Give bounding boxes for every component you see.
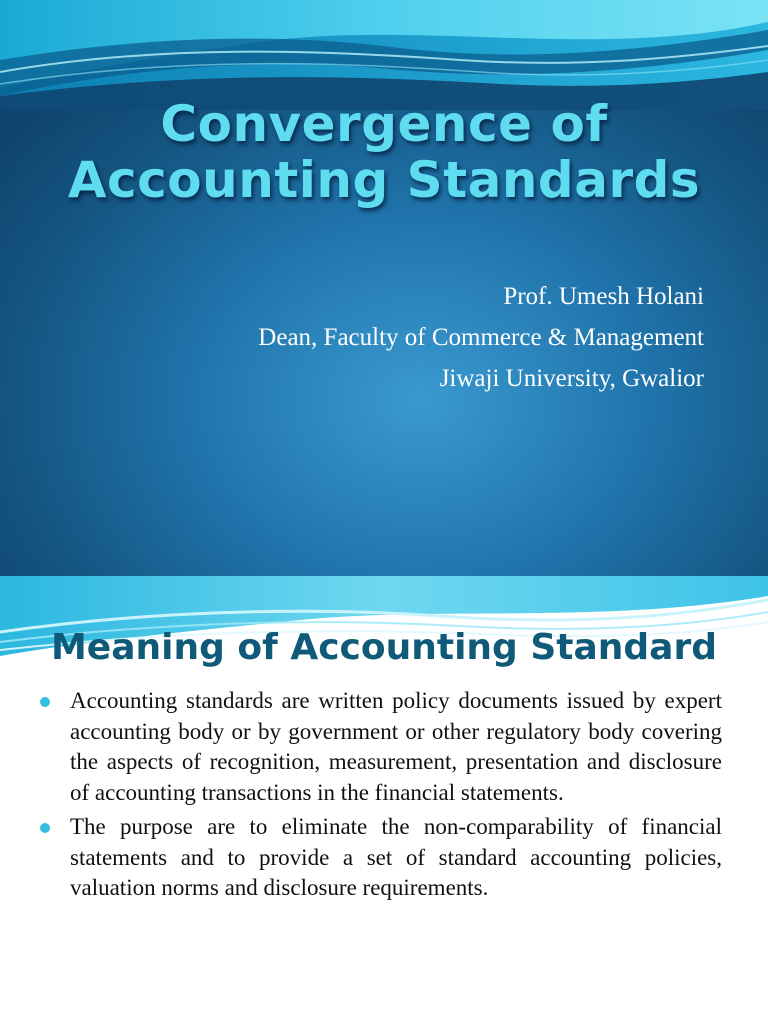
- bullet-text: Accounting standards are written policy documents issued by expert accounting body or by government or other regulatory body covering the aspects of recognition, measurement, presentation and disclosure of accounting transactions in the financial statements.: [70, 688, 722, 805]
- slide-heading: Meaning of Accounting Standard: [50, 627, 718, 668]
- list-item: [38, 812, 722, 904]
- author-block: [258, 276, 704, 399]
- author-institution: Jiwaji University, Gwalior: [439, 365, 704, 392]
- bullet-icon: [40, 823, 50, 833]
- wave-decoration: [0, 0, 768, 110]
- author-name: Prof. Umesh Holani: [503, 283, 704, 310]
- bullet-text: The purpose are to eliminate the non-comparability of financial statements and to provide a set of standard accounting policies, valuation norms and disclosure requirements.: [70, 814, 722, 900]
- title-line-1: Convergence of: [160, 95, 608, 153]
- bullet-list: [38, 686, 722, 908]
- list-item: [38, 686, 722, 808]
- bullet-icon: [40, 697, 50, 707]
- slide-title: [0, 96, 768, 208]
- author-designation: Dean, Faculty of Commerce & Management: [258, 324, 704, 351]
- title-line-2: Accounting Standards: [67, 151, 701, 209]
- content-slide: [0, 576, 768, 1024]
